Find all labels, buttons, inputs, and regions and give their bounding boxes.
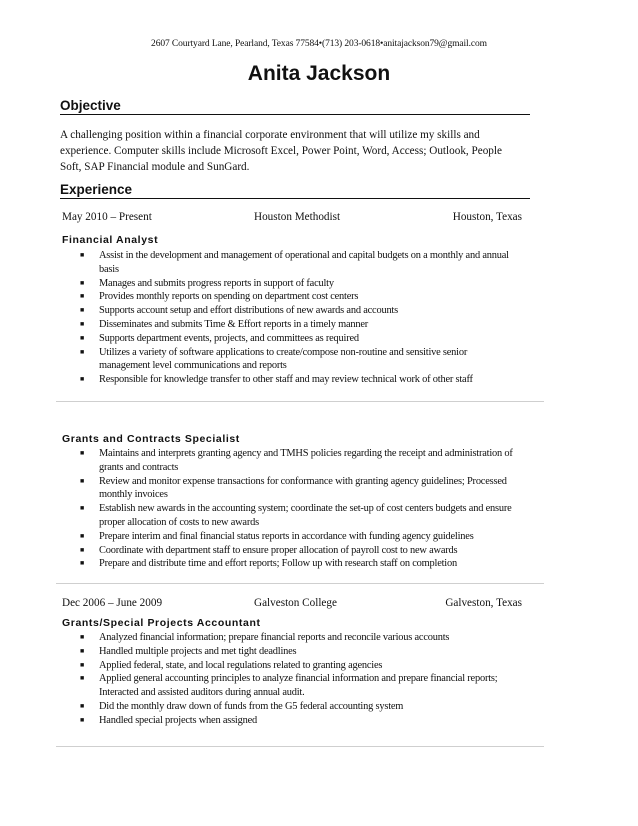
duty-text: Analyzed financial information; prepare financial reports and reconcile various accounts	[99, 632, 450, 643]
list-item	[80, 304, 520, 318]
list-item	[80, 373, 520, 387]
section-divider	[56, 583, 544, 584]
bullet-icon: ■	[80, 660, 85, 669]
duty-text: Prepare and distribute time and effort reports; Follow up with research staff on completion	[99, 558, 457, 570]
duty-text: Manages and submits progress reports in support of faculty	[99, 277, 334, 289]
bullet-icon: ■	[80, 701, 85, 710]
job-title: Financial Analyst	[62, 234, 159, 246]
job-employer: Houston Methodist	[254, 211, 341, 223]
bullet-icon: ■	[80, 674, 85, 683]
job-dates: Dec 2006 – June 2009	[62, 597, 163, 609]
list-item	[80, 502, 520, 530]
objective-heading: Objective	[60, 98, 530, 115]
duty-text: Prepare interim and final financial status reports in accordance with funding agency guidelines	[99, 530, 474, 542]
bullet-icon: ■	[80, 715, 85, 724]
bullet-icon: ■	[80, 306, 85, 315]
list-item	[80, 277, 520, 291]
list-item	[80, 332, 520, 346]
objective-line: experience. Computer skills include Microsoft Excel, Power Point, Word, Access; Outlook, People	[60, 145, 502, 157]
list-item	[80, 659, 520, 673]
list-item	[80, 290, 520, 304]
list-item	[80, 672, 520, 700]
bullet-icon: ■	[80, 292, 85, 301]
duty-text: Establish new awards in the accounting system; coordinate the set-up of cost centers budgets and ensure proper allocation of costs to new awards	[99, 503, 512, 528]
bullet-icon: ■	[80, 646, 85, 655]
list-item	[80, 544, 520, 558]
bullet-icon: ■	[80, 347, 85, 356]
duty-text: Coordinate with department staff to ensure proper allocation of payroll cost to new awards	[99, 544, 458, 556]
duty-text: Assist in the development and management of operational and capital budgets on a monthly and annual basis	[99, 250, 509, 275]
list-item	[80, 249, 520, 277]
list-item	[80, 557, 520, 571]
bullet-icon: ■	[80, 531, 85, 540]
experience-heading: Experience	[60, 182, 530, 199]
section-divider	[56, 746, 544, 747]
bullet-icon: ■	[80, 476, 85, 485]
list-item	[80, 631, 520, 645]
list-item	[80, 530, 520, 544]
list-item	[80, 447, 520, 475]
objective-line: A challenging position within a financial corporate environment that will utilize my skills and	[60, 129, 480, 141]
list-item	[80, 714, 520, 728]
job-duties-list	[80, 631, 520, 728]
duty-text: Applied federal, state, and local regulations related to granting agencies	[99, 659, 383, 671]
duty-text: Handled special projects when assigned	[99, 714, 258, 726]
bullet-icon: ■	[80, 545, 85, 554]
objective-line: Soft, SAP Financial module and SunGard.	[60, 161, 250, 173]
bullet-icon: ■	[80, 251, 85, 259]
job-location: Houston, Texas	[452, 211, 522, 223]
section-divider	[56, 401, 544, 402]
duty-text: Review and monitor expense transactions for conformance with granting agency guidelines; Processed monthly invoices	[99, 475, 507, 501]
duty-text: Responsible for knowledge transfer to other staff and may review technical work of other staff	[99, 374, 473, 386]
job-duties-list	[80, 447, 520, 571]
bullet-icon: ■	[80, 559, 85, 568]
duty-text: Utilizes a variety of software applications to create/compose non-routine and sensitive senior management level communications and reports	[99, 346, 468, 372]
bullet-icon: ■	[80, 633, 85, 641]
list-item	[80, 700, 520, 714]
bullet-icon: ■	[80, 375, 85, 384]
list-item	[80, 645, 520, 659]
duty-text: Provides monthly reports on spending on department cost centers	[99, 291, 359, 303]
duty-text: Maintains and interprets granting agency and TMHS policies regarding the receipt and administration of grants and contracts	[99, 448, 513, 473]
candidate-name: Anita Jackson	[247, 62, 391, 85]
duty-text: Supports department events, projects, and committees as required	[99, 332, 359, 344]
duty-text: Applied general accounting principles to analyze financial information and prepare financial reports; Interacted and assisted auditors during annual audit.	[99, 673, 498, 699]
contact-line: 2607 Courtyard Lane, Pearland, Texas 77584•(713) 203-0618•anitajackson79@gmail.com	[151, 39, 487, 49]
duty-text: Did the monthly draw down of funds from the G5 federal accounting system	[99, 700, 404, 712]
duty-text: Supports account setup and effort distributions of new awards and accounts	[99, 305, 398, 317]
bullet-icon: ■	[80, 504, 85, 513]
list-item	[80, 475, 520, 503]
job-header-row	[62, 597, 522, 613]
bullet-icon: ■	[80, 319, 85, 328]
job-employer: Galveston College	[254, 597, 337, 609]
duty-text: Handled multiple projects and met tight deadlines	[99, 645, 297, 657]
job-title: Grants/Special Projects Accountant	[62, 617, 261, 629]
list-item	[80, 346, 520, 374]
bullet-icon: ■	[80, 333, 85, 342]
job-dates: May 2010 – Present	[62, 211, 152, 223]
job-location: Galveston, Texas	[445, 597, 522, 609]
bullet-icon: ■	[80, 278, 85, 287]
duty-text: Disseminates and submits Time & Effort reports in a timely manner	[99, 318, 369, 330]
job-header-row	[62, 211, 522, 227]
bullet-icon: ■	[80, 449, 85, 457]
job-title: Grants and Contracts Specialist	[62, 433, 240, 445]
objective-text	[60, 127, 520, 175]
job-duties-list	[80, 249, 520, 387]
list-item	[80, 318, 520, 332]
